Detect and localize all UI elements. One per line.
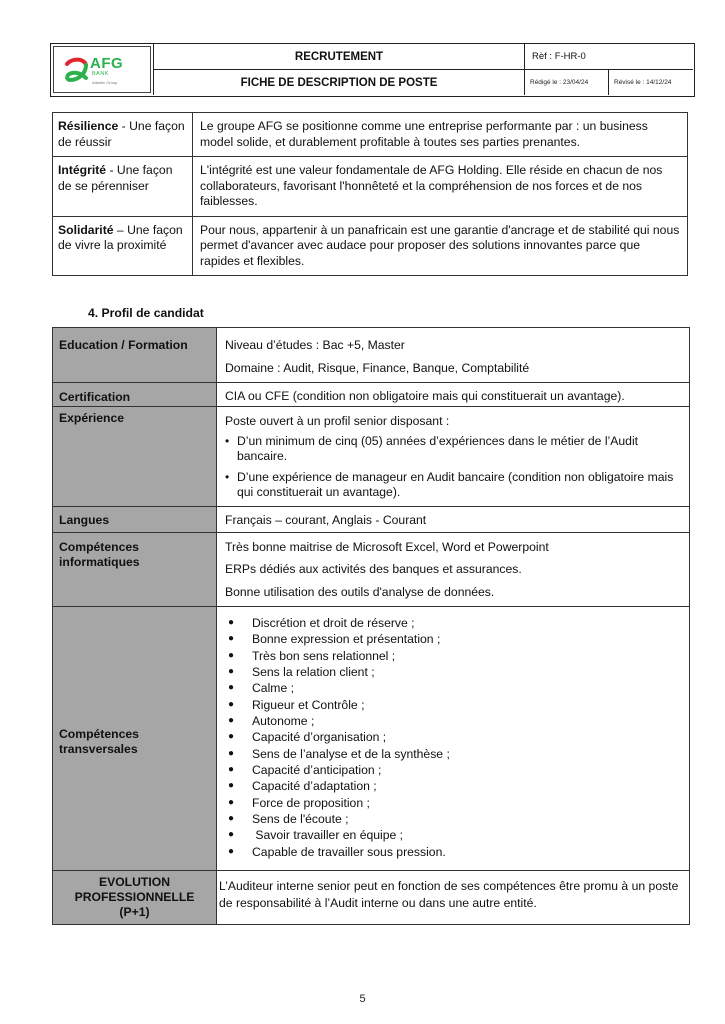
value-name: Résilience <box>58 119 119 133</box>
document-dates <box>525 70 693 95</box>
row-label-soft-skills: Compétences transversales <box>53 607 217 871</box>
afg-bank-logo <box>53 46 151 93</box>
row-label-languages: Langues <box>53 507 217 533</box>
row-label-it-skills: Compétences informatiques <box>53 533 217 607</box>
row-value-education <box>217 328 690 383</box>
table-row <box>53 216 688 276</box>
afg-logo-mark-icon <box>64 56 90 84</box>
value-name-cell <box>53 216 193 276</box>
list-item <box>225 430 682 466</box>
list-item: ● Calme ; <box>225 680 682 696</box>
value-description: Pour nous, appartenir à un panafricain est une garantie d'ancrage et de stabilité qui nous permet d'avancer avec audace pour proposer des solutions innovantes parce que rapides et flexibles. <box>193 216 688 276</box>
list-item: ● Capacité d’organisation ; <box>225 729 682 745</box>
section-heading: 4. Profil de candidat <box>88 306 204 320</box>
experience-item: D’une expérience de manageur en Audit bancaire (condition non obligatoire mais qui constituerait un avantage). <box>237 470 674 499</box>
row-label-experience: Expérience <box>53 407 217 507</box>
document-header <box>50 43 695 97</box>
logo-tagline: Atlantic Group <box>92 80 118 85</box>
list-item: ● Capacité d’adaptation ; <box>225 778 682 794</box>
logo-brand-text: AFG <box>90 55 124 72</box>
company-values-table <box>52 112 688 276</box>
value-tagline: – Une façon de vivre la proximité <box>58 222 183 252</box>
table-row <box>53 157 688 217</box>
experience-item: D’un minimum de cinq (05) années d’expériences dans le métier de l’Audit bancaire. <box>237 434 639 463</box>
list-item: ● Force de proposition ; <box>225 795 682 811</box>
bullet-icon: ● <box>228 747 235 759</box>
row-label-education: Education / Formation <box>53 328 217 383</box>
value-name: Solidarité <box>58 222 114 237</box>
list-item: ● Sens la relation client ; <box>225 664 682 680</box>
header-meta-cell <box>525 44 693 95</box>
row-value-certification: CIA ou CFE (condition non obligatoire mais qui constituerait un avantage). <box>217 383 690 407</box>
row-value-it-skills <box>217 533 690 607</box>
row-value-career-evolution: L’Auditeur interne senior peut en fonction de ses compétences être promu à un poste de responsabilité à l’Audit interne ou dans une autre entité. <box>217 871 690 925</box>
bullet-icon: ● <box>228 617 235 628</box>
value-description: Le groupe AFG se positionne comme une entreprise performante par : un business model solide, et durablement profitable à toutes ses parties prenantes. <box>193 113 688 157</box>
row-label-certification: Certification <box>53 383 217 407</box>
bullet-icon: ● <box>228 633 235 645</box>
document-title: FICHE DE DESCRIPTION DE POSTE <box>240 76 438 89</box>
list-item: ● Rigueur et Contrôle ; <box>225 697 682 713</box>
education-level: Niveau d’études : Bac +5, Master <box>225 338 405 352</box>
table-row <box>53 871 690 925</box>
bullet-icon: ● <box>228 813 235 825</box>
candidate-profile-table <box>52 327 690 925</box>
list-item: ● Savoir travailler en équipe ; <box>225 827 682 843</box>
document-reference: Rèf : F-HR-0 <box>525 44 693 70</box>
table-row <box>53 113 688 157</box>
list-item: ● Sens de l'écoute ; <box>225 811 682 827</box>
table-row <box>53 328 690 383</box>
soft-skills-list <box>225 611 682 866</box>
bullet-icon: ● <box>228 666 235 678</box>
it-skill: Très bonne maitrise de Microsoft Excel, Word et Powerpoint <box>225 540 549 554</box>
bullet-icon: ● <box>228 698 235 710</box>
bullet-icon: • <box>225 470 230 484</box>
list-item: ● Sens de l’analyse et de la synthèse ; <box>225 746 682 762</box>
value-tagline: - Une façon de se pérenniser <box>58 163 173 193</box>
logo-cell <box>51 44 154 95</box>
document-category: RECRUTEMENT <box>154 44 524 70</box>
table-row <box>53 533 690 607</box>
it-skill: Bonne utilisation des outils d'analyse de données. <box>225 585 495 599</box>
value-name-cell <box>53 113 193 157</box>
table-row <box>53 383 690 407</box>
logo-sub-text: BANK <box>92 71 109 77</box>
row-value-experience <box>217 407 690 507</box>
list-item: ● Bonne expression et présentation ; <box>225 631 682 647</box>
list-item: ● Discrétion et droit de réserve ; <box>225 615 682 631</box>
list-item: ● Capable de travailler sous pression. <box>225 844 682 860</box>
revised-date: Révisé le : 14/12/24 <box>614 79 672 86</box>
value-description: L'intégrité est une valeur fondamentale de AFG Holding. Elle réside en chacun de nos collaborateurs, favorisant l'honnêteté et la compréhension de nos forces et de nos faiblesses. <box>193 157 688 217</box>
it-skill: ERPs dédiés aux activités des banques et assurances. <box>225 562 522 576</box>
list-item: ● Très bon sens relationnel ; <box>225 648 682 664</box>
education-domain: Domaine : Audit, Risque, Finance, Banque, Comptabilité <box>225 361 530 375</box>
list-item: ● Capacité d’anticipation ; <box>225 762 682 778</box>
value-name: Intégrité <box>58 163 107 177</box>
table-row <box>53 407 690 507</box>
row-label-career-evolution: EVOLUTION PROFESSIONNELLE (P+1) <box>53 871 217 925</box>
bullet-icon: ● <box>228 780 235 792</box>
bullet-icon: ● <box>228 715 235 727</box>
page-number: 5 <box>359 993 366 1005</box>
header-title-cell <box>154 44 525 95</box>
bullet-icon: ● <box>228 845 235 857</box>
row-value-languages: Français – courant, Anglais - Courant <box>217 507 690 533</box>
bullet-icon: ● <box>228 764 235 776</box>
list-item: ● Autonome ; <box>225 713 682 729</box>
value-tagline: - Une façon de réussir <box>58 119 185 149</box>
bullet-icon: ● <box>228 731 235 743</box>
bullet-icon: ● <box>228 682 235 694</box>
table-row <box>53 607 690 871</box>
bullet-icon: ● <box>228 796 235 808</box>
bullet-icon: ● <box>228 649 235 661</box>
value-name-cell <box>53 157 193 217</box>
table-row <box>53 507 690 533</box>
bullet-icon: • <box>225 434 230 448</box>
experience-intro: Poste ouvert à un profil senior disposant : <box>225 414 450 428</box>
drafted-date: Rédigé le : 23/04/24 <box>525 70 609 95</box>
bullet-icon: ● <box>228 829 235 841</box>
row-value-soft-skills <box>217 607 690 871</box>
list-item <box>225 466 682 502</box>
